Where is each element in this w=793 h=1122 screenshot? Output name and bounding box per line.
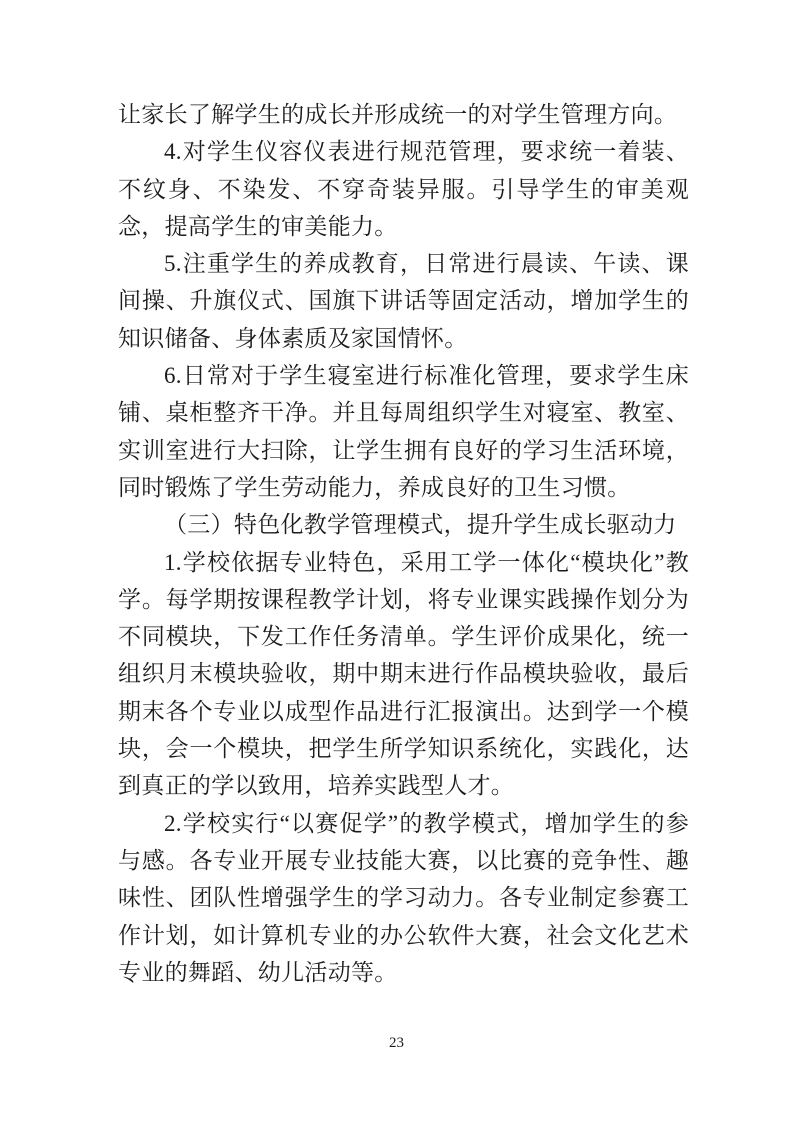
document-body [118,96,689,991]
paragraph-item-4: 4.对学生仪容仪表进行规范管理，要求统一着装、不纹身、不染发、不穿奇装异服。引导学生的审美观念，提高学生的审美能力。 [118,139,689,239]
paragraph-item-2: 2.学校实行“以赛促学”的教学模式，增加学生的参与感。各专业开展专业技能大赛，以比赛的竞争性、趣味性、团队性增强学生的学习动力。各专业制定参赛工作计划，如计算机专业的办公软件大赛，社会文化艺术专业的舞蹈、幼儿活动等。 [118,810,689,985]
paragraph-continuation: 让家长了解学生的成长并形成统一的对学生管理方向。 [118,102,678,127]
section-heading-3: （三）特色化教学管理模式，提升学生成长驱动力 [164,512,677,538]
paragraph-item-5: 5.注重学生的养成教育，日常进行晨读、午读、课间操、升旗仪式、国旗下讲话等固定活动，增加学生的知识储备、身体素质及家国情怀。 [118,251,689,351]
paragraph-item-1: 1.学校依据专业特色，采用工学一体化“模块化”教学。每学期按课程教学计划，将专业课实践操作划分为不同模块，下发工作任务清单。学生评价成果化，统一组织月末模块验收，期中期末进行作品模块验收，最后期末各个专业以成型作品进行汇报演出。达到学一个模块，会一个模块，把学生所学知识系统化，实践化，达到真正的学以致用，培养实践型人才。 [118,549,689,799]
paragraph-item-6: 6.日常对于学生寝室进行标准化管理，要求学生床铺、桌柜整齐干净。并且每周组织学生对寝室、教室、实训室进行大扫除，让学生拥有良好的学习生活环境，同时锻炼了学生劳动能力，养成良好的卫生习惯。 [118,363,689,500]
page-number: 23 [389,1035,404,1051]
page-footer [0,1034,793,1052]
